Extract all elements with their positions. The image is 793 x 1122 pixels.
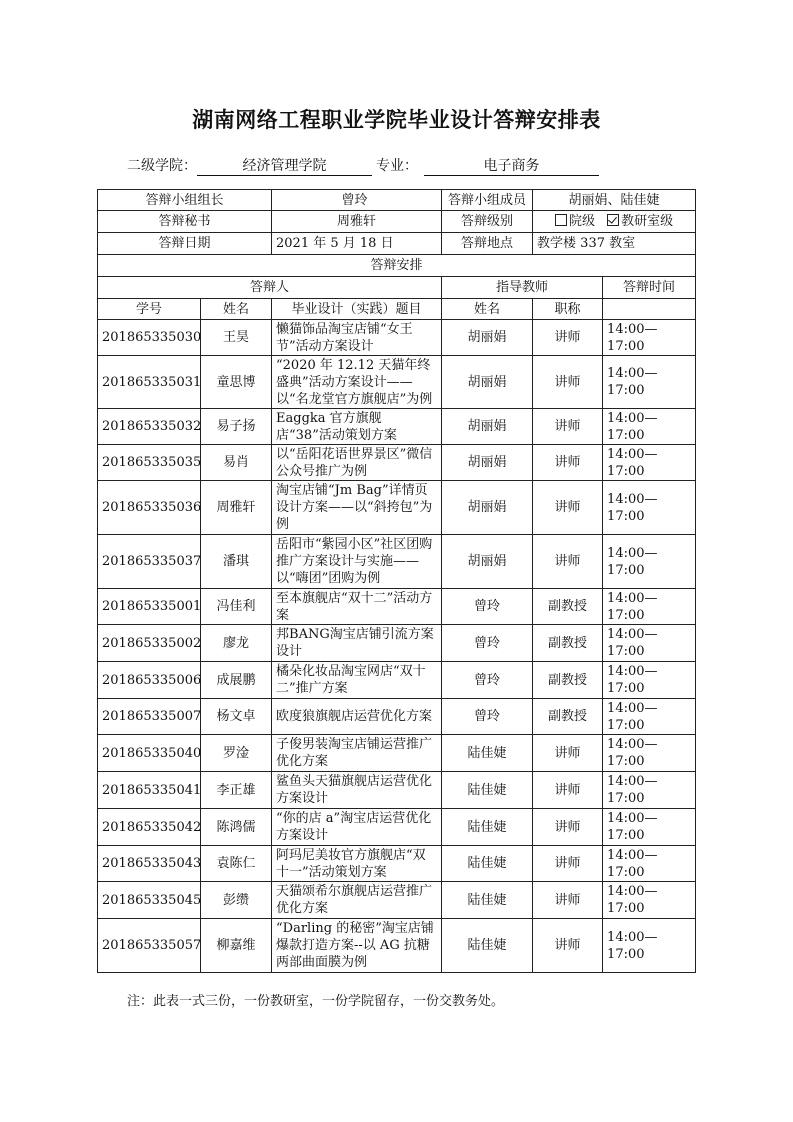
- defense-time: [603, 919, 696, 973]
- leader-row: [98, 190, 696, 211]
- time-end: 17:00: [607, 508, 645, 524]
- time-start: 14:00—: [607, 627, 658, 642]
- student-name: 易子扬: [201, 409, 272, 445]
- student-id: 201865335002: [98, 625, 201, 662]
- col-id: 学号: [98, 299, 201, 320]
- advisor-name: 曾玲: [442, 589, 533, 625]
- student-id: 201865335006: [98, 662, 201, 699]
- college-value: 经济管理学院: [197, 157, 372, 176]
- student-id: 201865335041: [98, 772, 201, 809]
- advisor-title: 讲师: [533, 320, 603, 356]
- advisor-title: 讲师: [533, 882, 603, 919]
- advisor-title: 讲师: [533, 809, 603, 846]
- col-name: 姓名: [201, 299, 272, 320]
- student-name: 冯佳利: [201, 589, 272, 625]
- level-option-school: 院级: [568, 214, 595, 229]
- advisor-name: 胡丽娟: [442, 356, 533, 409]
- student-id: 201865335007: [98, 699, 201, 735]
- time-end: 17:00: [607, 717, 645, 733]
- date-label: 答辩日期: [98, 233, 272, 255]
- student-name: 陈鸿儒: [201, 809, 272, 846]
- time-start: 14:00—: [607, 446, 658, 462]
- schedule-header: 答辩安排: [98, 255, 696, 277]
- time-end: 17:00: [607, 607, 645, 623]
- student-id: 201865335036: [98, 481, 201, 535]
- advisor-name: 曾玲: [442, 625, 533, 662]
- time-end: 17:00: [607, 946, 645, 962]
- defense-time: [603, 445, 696, 481]
- time-end: 17:00: [607, 901, 645, 916]
- advisor-title: 讲师: [533, 772, 603, 809]
- student-id: 201865335030: [98, 320, 201, 356]
- time-start: 14:00—: [607, 884, 658, 899]
- college-label: 二级学院：: [127, 158, 197, 174]
- advisor-name: 陆佳婕: [442, 882, 533, 919]
- student-id: 201865335037: [98, 535, 201, 589]
- defense-time: [603, 882, 696, 919]
- advisor-title: 讲师: [533, 735, 603, 772]
- student-name: 彭缵: [201, 882, 272, 919]
- thesis-topic: “你的店 a”淘宝店运营优化方案设计: [272, 809, 442, 846]
- time-end: 17:00: [607, 864, 645, 880]
- advisor-title: 讲师: [533, 846, 603, 882]
- column-header-row: [98, 299, 696, 320]
- thesis-topic: 欧度狼旗舰店运营优化方案: [272, 699, 442, 735]
- time-end: 17:00: [607, 644, 645, 659]
- thesis-topic: 岳阳市“紫园小区”社区团购推广方案设计与实施——以“嗨团”团购为例: [272, 535, 442, 589]
- time-end: 17:00: [607, 463, 645, 479]
- defense-time: [603, 846, 696, 882]
- thesis-topic: 橘朵化妆品淘宝网店“双十二”推广方案: [272, 662, 442, 699]
- advisor-title: 副教授: [533, 662, 603, 699]
- defense-time: [603, 589, 696, 625]
- defense-schedule-table: [97, 189, 696, 973]
- defense-time: [603, 320, 696, 356]
- place-value: 教学楼 337 教室: [533, 233, 696, 255]
- student-name: 王昊: [201, 320, 272, 356]
- student-name: 成展鹏: [201, 662, 272, 699]
- major-label: 专业：: [376, 158, 418, 174]
- table-row: [98, 662, 696, 699]
- student-id: 201865335035: [98, 445, 201, 481]
- advisor-name: 曾玲: [442, 662, 533, 699]
- time-start: 14:00—: [607, 321, 658, 337]
- advisor-name: 胡丽娟: [442, 535, 533, 589]
- time-start: 14:00—: [607, 737, 658, 752]
- checkbox-department-level[interactable]: [607, 214, 619, 226]
- student-group-header: 答辩人: [98, 277, 442, 299]
- student-name: 杨文卓: [201, 699, 272, 735]
- thesis-topic: “2020 年 12.12 天猫年终盛典”活动方案设计——以“名龙堂官方旗舰店”为例: [272, 356, 442, 409]
- table-row: [98, 882, 696, 919]
- secretary-value: 周雅轩: [272, 211, 442, 233]
- time-start: 14:00—: [607, 811, 658, 826]
- student-name: 易肖: [201, 445, 272, 481]
- student-id: 201865335031: [98, 356, 201, 409]
- table-row: [98, 809, 696, 846]
- time-start: 14:00—: [607, 929, 658, 945]
- table-row: [98, 699, 696, 735]
- advisor-title: 讲师: [533, 409, 603, 445]
- major-value: 电子商务: [424, 157, 599, 176]
- defense-time: [603, 481, 696, 535]
- advisor-name: 胡丽娟: [442, 445, 533, 481]
- defense-time: [603, 772, 696, 809]
- advisor-name: 陆佳婕: [442, 919, 533, 973]
- col-topic: 毕业设计（实践）题目: [272, 299, 442, 320]
- thesis-topic: 至本旗舰店“双十二”活动方案: [272, 589, 442, 625]
- defense-time: [603, 735, 696, 772]
- department-line: [127, 155, 599, 176]
- date-value: 2021 年 5 月 18 日: [272, 233, 442, 255]
- defense-time: [603, 809, 696, 846]
- advisor-title: 讲师: [533, 535, 603, 589]
- time-start: 14:00—: [607, 774, 658, 789]
- thesis-topic: Eaggka 官方旗舰店“38”活动策划方案: [272, 409, 442, 445]
- time-start: 14:00—: [607, 410, 658, 426]
- time-end: 17:00: [607, 791, 645, 806]
- table-row: [98, 625, 696, 662]
- thesis-topic: 子俊男装淘宝店铺运营推广优化方案: [272, 735, 442, 772]
- student-name: 李正雄: [201, 772, 272, 809]
- col-advisor-name: 姓名: [442, 299, 533, 320]
- time-start: 14:00—: [607, 491, 658, 507]
- advisor-name: 陆佳婕: [442, 735, 533, 772]
- student-name: 罗淦: [201, 735, 272, 772]
- table-row: [98, 735, 696, 772]
- date-row: [98, 233, 696, 255]
- advisor-name: 胡丽娟: [442, 481, 533, 535]
- level-options: [533, 211, 696, 233]
- thesis-topic: 懒猫饰品淘宝店铺“女王节”活动方案设计: [272, 320, 442, 356]
- advisor-name: 胡丽娟: [442, 320, 533, 356]
- thesis-topic: 以“岳阳花语世界景区”微信公众号推广为例: [272, 445, 442, 481]
- advisor-title: 讲师: [533, 445, 603, 481]
- defense-time: [603, 409, 696, 445]
- thesis-topic: 阿玛尼美妆官方旗舰店“双十一”活动策划方案: [272, 846, 442, 882]
- advisor-title: 讲师: [533, 356, 603, 409]
- checkbox-school-level[interactable]: [555, 214, 567, 226]
- footnote: 注：此表一式三份，一份教研室，一份学院留存，一份交教务处。: [127, 994, 505, 1009]
- time-end: 17:00: [607, 338, 645, 354]
- advisor-title: 讲师: [533, 919, 603, 973]
- student-name: 柳嘉维: [201, 919, 272, 973]
- time-group-header: 答辩时间: [603, 277, 696, 299]
- defense-time: [603, 662, 696, 699]
- student-id: 201865335043: [98, 846, 201, 882]
- thesis-topic: 天猫颂希尔旗舰店运营推广优化方案: [272, 882, 442, 919]
- advisor-name: 陆佳婕: [442, 846, 533, 882]
- advisor-name: 胡丽娟: [442, 409, 533, 445]
- student-id: 201865335032: [98, 409, 201, 445]
- time-end: 17:00: [607, 562, 645, 578]
- time-end: 17:00: [607, 754, 645, 769]
- defense-time: [603, 699, 696, 735]
- table-row: [98, 481, 696, 535]
- col-time: [603, 299, 696, 320]
- table-row: [98, 589, 696, 625]
- time-start: 14:00—: [607, 545, 658, 561]
- advisor-name: 陆佳婕: [442, 809, 533, 846]
- members-value: 胡丽娟、陆佳婕: [533, 190, 696, 211]
- time-start: 14:00—: [607, 366, 658, 381]
- advisor-name: 陆佳婕: [442, 772, 533, 809]
- thesis-topic: “Darling 的秘密”淘宝店铺爆款打造方案--以 AG 抗糖两部曲面膜为例: [272, 919, 442, 973]
- leader-label: 答辩小组组长: [98, 190, 272, 211]
- table-row: [98, 320, 696, 356]
- defense-time: [603, 625, 696, 662]
- col-advisor-title: 职称: [533, 299, 603, 320]
- table-row: [98, 409, 696, 445]
- thesis-topic: 鲨鱼头天猫旗舰店运营优化方案设计: [272, 772, 442, 809]
- secretary-label: 答辩秘书: [98, 211, 272, 233]
- student-name: 童思博: [201, 356, 272, 409]
- student-id: 201865335001: [98, 589, 201, 625]
- time-start: 14:00—: [607, 590, 658, 606]
- time-start: 14:00—: [607, 700, 658, 716]
- advisor-title: 副教授: [533, 625, 603, 662]
- thesis-topic: 邦BANG淘宝店铺引流方案设计: [272, 625, 442, 662]
- table-row: [98, 535, 696, 589]
- advisor-title: 副教授: [533, 699, 603, 735]
- defense-time: [603, 535, 696, 589]
- table-row: [98, 445, 696, 481]
- table-row: [98, 356, 696, 409]
- table-row: [98, 772, 696, 809]
- table-row: [98, 846, 696, 882]
- student-id: 201865335045: [98, 882, 201, 919]
- time-end: 17:00: [607, 681, 645, 696]
- time-end: 17:00: [607, 427, 645, 443]
- advisor-title: 副教授: [533, 589, 603, 625]
- student-name: 潘琪: [201, 535, 272, 589]
- time-end: 17:00: [607, 828, 645, 843]
- level-label: 答辩级别: [442, 211, 533, 233]
- advisor-group-header: 指导教师: [442, 277, 603, 299]
- level-option-department: 教研室级: [621, 214, 674, 229]
- leader-value: 曾玲: [272, 190, 442, 211]
- time-start: 14:00—: [607, 847, 658, 863]
- student-id: 201865335040: [98, 735, 201, 772]
- defense-time: [603, 356, 696, 409]
- student-id: 201865335042: [98, 809, 201, 846]
- group-header-row: [98, 277, 696, 299]
- advisor-name: 曾玲: [442, 699, 533, 735]
- secretary-row: [98, 211, 696, 233]
- student-name: 袁陈仁: [201, 846, 272, 882]
- place-label: 答辩地点: [442, 233, 533, 255]
- document-title: 湖南网络工程职业学院毕业设计答辩安排表: [192, 107, 601, 132]
- student-name: 周雅轩: [201, 481, 272, 535]
- student-name: 廖龙: [201, 625, 272, 662]
- table-row: [98, 919, 696, 973]
- student-id: 201865335057: [98, 919, 201, 973]
- schedule-header-row: [98, 255, 696, 277]
- time-start: 14:00—: [607, 664, 658, 679]
- members-label: 答辩小组成员: [442, 190, 533, 211]
- thesis-topic: 淘宝店铺“Jm Bag”详情页设计方案——以“斜挎包”为例: [272, 481, 442, 535]
- advisor-title: 讲师: [533, 481, 603, 535]
- time-end: 17:00: [607, 383, 645, 398]
